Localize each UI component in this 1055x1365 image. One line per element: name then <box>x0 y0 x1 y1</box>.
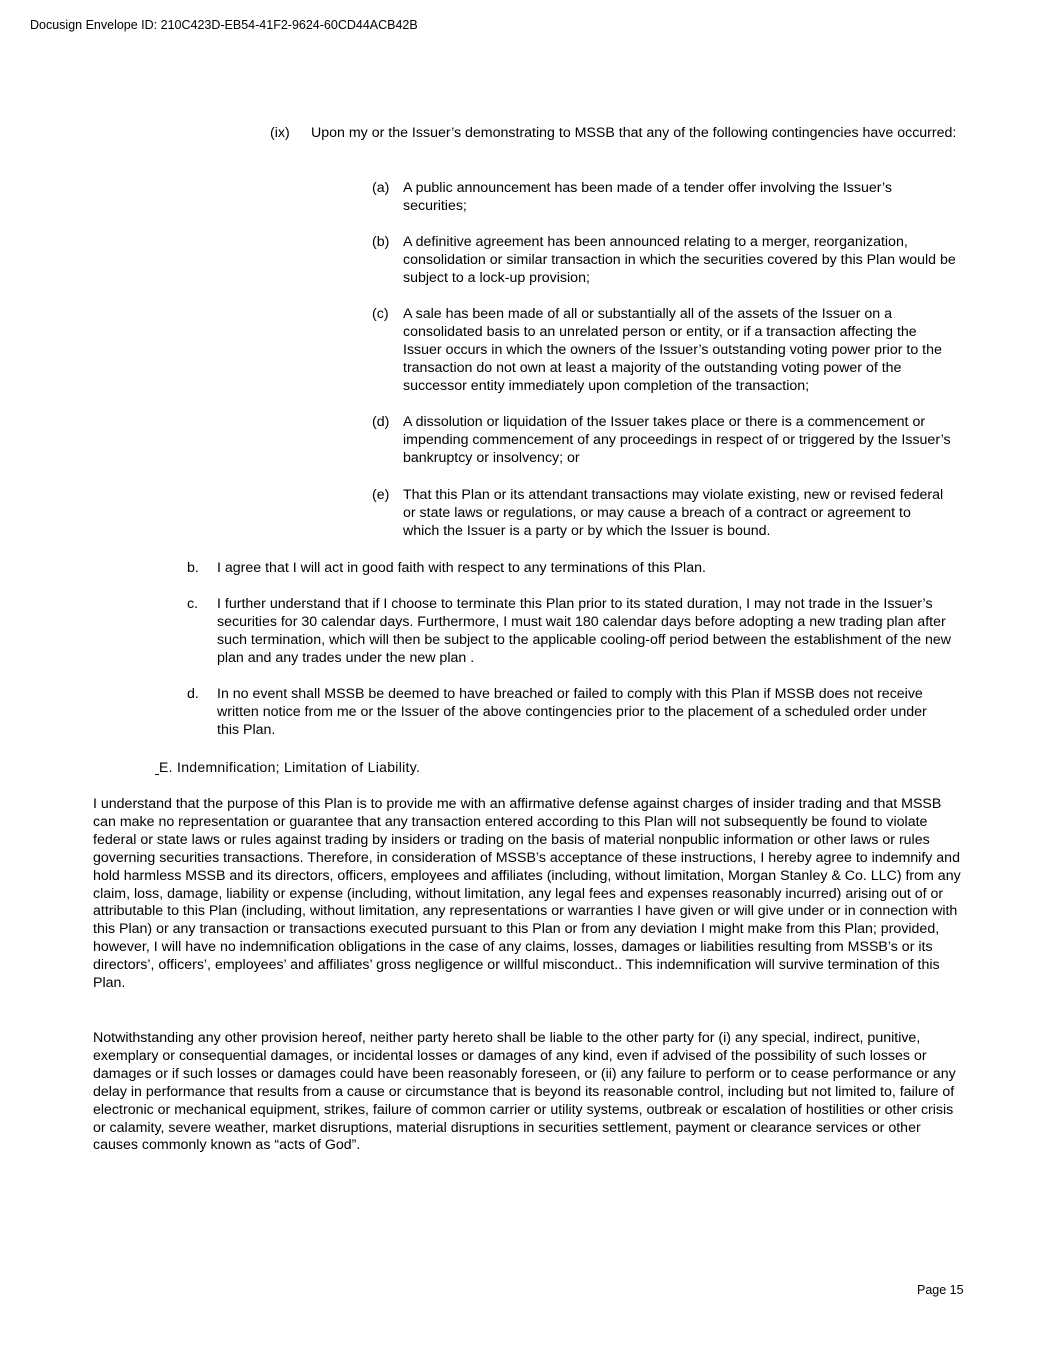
subitem-b <box>372 234 962 290</box>
item-d-label: d. <box>187 686 199 702</box>
indemnification-paragraph: I understand that the purpose of this Plan is to provide me with an affirmative defense against charges of insider trading and that MSSB can make no representation or guarantee that any transaction entered according to this Plan will not subsequently be found to violate federal or state laws or rules against trading by insiders or trading on the basis of material nonpublic information or other laws or rules governing securities transactions. Therefore, in consideration of MSSB’s acceptance of these instructions, I hereby agree to indemnify and hold harmless MSSB and its directors, officers, employees and affiliates (including, without limitation, Morgan Stanley & Co. LLC) from any claim, loss, damage, liability or expense (including, without limitation, any legal fees and expenses reasonably incurred) arising out of or attributable to this Plan (including, without limitation, any representations or warranties I have given or will give under or in connection with this Plan) or any transaction or transactions executed pursuant to this Plan or from any deviation I might make from this Plan; provided, however, I will have no indemnification obligations in the case of any claims, losses, damages or liabilities resulting from MSSB’s or its directors’, officers’, employees’ and affiliates’ gross negligence or willful misconduct.. This indemnification will survive termination of this Plan. <box>93 796 961 992</box>
item-d <box>187 686 962 742</box>
item-c-label: c. <box>187 596 199 612</box>
envelope-id: Docusign Envelope ID: 210C423D-EB54-41F2-9624-60CD44ACB42B <box>30 18 418 32</box>
subitem-c-label: (c) <box>372 306 389 322</box>
section-e-heading <box>155 759 420 775</box>
subitem-b-text: A definitive agreement has been announced relating to a merger, reorganization, consolidation or similar transaction in which the securities covered by this Plan would be subject to a lock-up provision; <box>403 234 956 286</box>
item-b-label: b. <box>187 560 199 576</box>
subitem-e <box>372 487 962 543</box>
subitem-d-text: A dissolution or liquidation of the Issuer takes place or there is a commencement or impending commencement of any proceedings in respect of or triggered by the Issuer’s bankruptcy or insolvency; or <box>403 414 951 466</box>
clause-ix-text: Upon my or the Issuer’s demonstrating to MSSB that any of the following contingencies have occurred: <box>311 125 957 141</box>
subitem-d-label: (d) <box>372 414 390 430</box>
section-e-heading-text: E. Indemnification; Limitation of Liability. <box>159 759 421 775</box>
subitem-b-label: (b) <box>372 234 390 250</box>
subitem-e-text: That this Plan or its attendant transactions may violate existing, new or revised federal or state laws or regulations, or may cause a breach of a contract or agreement to which the Issuer is a party or by which the Issuer is bound. <box>403 487 944 539</box>
limitation-paragraph: Notwithstanding any other provision hereof, neither party hereto shall be liable to the other party for (i) any special, indirect, punitive, exemplary or consequential damages, or incidental losses or damages of any kind, even if advised of the possibility of such losses or damages or if such losses or damages could have been reasonably foreseen, or (ii) any failure to perform or to cease performance or any delay in performance that results from a cause or circumstance that is beyond its reasonable control, including but not limited to, failure of electronic or mechanical equipment, strikes, failure of common carrier or utility systems, outbreak or escalation of hostilities or other crisis or calamity, severe weather, market disruptions, material disruptions in securities settlement, payment or clearance services or other causes commonly known as “acts of God”. <box>93 1030 956 1154</box>
item-b-text: I agree that I will act in good faith with respect to any terminations of this Plan. <box>217 560 706 576</box>
subitem-c <box>372 306 962 398</box>
item-c-text: I further understand that if I choose to terminate this Plan prior to its stated duration, I may not trade in the Issuer’s securities for 30 calendar days. Furthermore, I must wait 180 calendar days before adopting a new trading plan after such termination, which will then be subject to the applicable cooling-off period between the establishment of the new plan and any trades under the new plan . <box>217 596 951 666</box>
item-b <box>187 560 962 580</box>
page-number: Page 15 <box>917 1283 964 1297</box>
subitem-c-text: A sale has been made of all or substantially all of the assets of the Issuer on a consolidated basis to an unrelated person or entity, or if a transaction affecting the Issuer occurs in which the owners of the Issuer’s outstanding voting power prior to the transaction do not own at least a majority of the outstanding voting power of the successor entity immediately upon completion of the transaction; <box>403 306 942 394</box>
clause-ix-label: (ix) <box>270 125 290 141</box>
subitem-a-text: A public announcement has been made of a tender offer involving the Issuer’s securities; <box>403 180 893 214</box>
clause-ix <box>270 125 960 165</box>
subitem-a-label: (a) <box>372 180 390 196</box>
subitem-e-label: (e) <box>372 487 390 503</box>
subitem-a <box>372 180 962 220</box>
subitem-d <box>372 414 962 470</box>
item-c <box>187 596 962 670</box>
item-d-text: In no event shall MSSB be deemed to have breached or failed to comply with this Plan if MSSB does not receive written notice from me or the Issuer of the above contingencies prior to the placement of a scheduled order under this Plan. <box>217 686 927 738</box>
